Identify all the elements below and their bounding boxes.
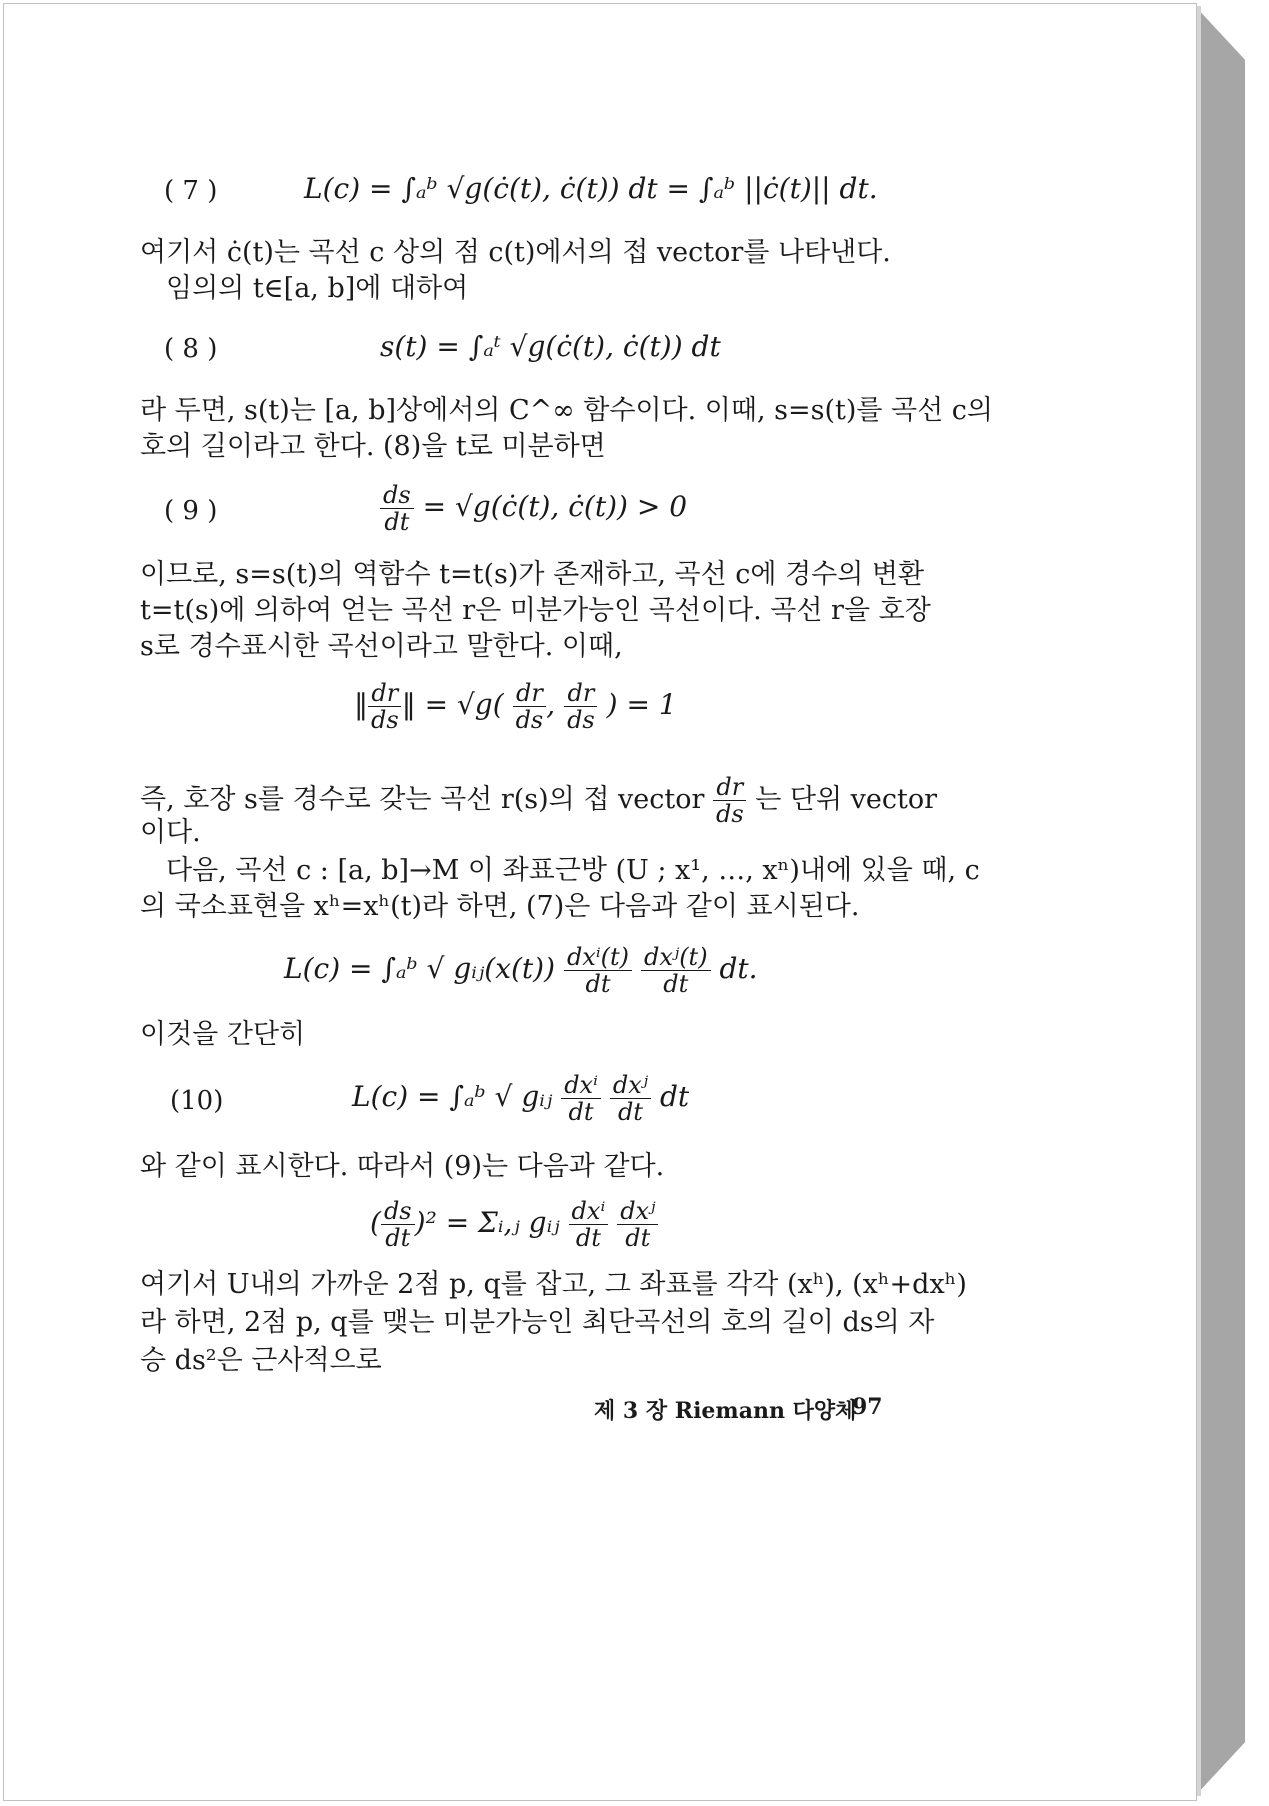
paragraph-line: 여기서 U내의 가까운 2점 p, q를 잡고, 그 좌표를 각각 (xʰ), (xʰ+dxʰ) xyxy=(140,1269,967,1300)
fraction: $\frac{dr}{ds}$ xyxy=(713,774,747,827)
fraction: $\frac{dr}{ds}$ xyxy=(564,680,598,733)
equation-metric: ( $\frac{ds}{dt}$ )² = Σᵢ,ⱼ gᵢⱼ $\frac{\text{dxⁱ}}{dt}$ $\frac{\text{dxʲ}}{dt}$ xyxy=(370,1198,658,1251)
equation-norm: ‖ $\frac{dr}{ds}$ ‖ = √g( $\frac{dr}{ds}$ , $\frac{dr}{ds}$ ) = 1 xyxy=(354,679,677,734)
fraction: $\frac{\text{dxⁱ}}{dt}$ xyxy=(561,1072,601,1125)
equation-number-7: ( 7 ) xyxy=(164,176,218,206)
fraction: $\frac{ds}{dt}$ xyxy=(380,482,414,535)
fraction: $\frac{dr}{ds}$ xyxy=(513,680,547,733)
paragraph-line: 승 ds²은 근사적으로 xyxy=(140,1345,382,1376)
paragraph-line: 여기서 ċ(t)는 곡선 c 상의 점 c(t)에서의 접 vector를 나타낸다. xyxy=(140,237,891,268)
fraction: $\frac{\text{dxʲ(t)}}{dt}$ xyxy=(641,944,711,997)
fraction: $\frac{\text{dxʲ}}{dt}$ xyxy=(610,1072,651,1125)
book-back-edge xyxy=(1195,6,1245,1796)
paragraph-line: 의 국소표현을 xʰ=xʰ(t)라 하면, (7)은 다음과 같이 표시된다. xyxy=(140,891,860,922)
fraction: $\frac{dr}{ds}$ xyxy=(368,680,402,733)
paragraph-line: 호의 길이라고 한다. (8)을 t로 미분하면 xyxy=(140,431,606,462)
paragraph-line: 라 하면, 2점 p, q를 맺는 미분가능인 최단곡선의 호의 길이 ds의 자 xyxy=(140,1307,935,1338)
paragraph-line: 다음, 곡선 c : [a, b]→M 이 좌표근방 (U ; x¹, …, xⁿ)내에 있을 때, c xyxy=(166,855,980,886)
equation-9: $\frac{ds}{dt}$ = √g(ċ(t), ċ(t)) > 0 xyxy=(380,482,687,535)
equation-8: s(t) = ∫ₐᵗ √g(ċ(t), ċ(t)) dt xyxy=(380,330,721,363)
paragraph-line: 이므로, s=s(t)의 역함수 t=t(s)가 존재하고, 곡선 c에 경수의 변환 xyxy=(140,559,925,590)
book-page xyxy=(3,3,1197,1801)
paragraph-line: s로 경수표시한 곡선이라고 말한다. 이때, xyxy=(140,631,623,662)
paragraph-line: 임의의 t∈[a, b]에 대하여 xyxy=(166,273,469,304)
paragraph-line: 이것을 간단히 xyxy=(140,1019,306,1050)
paragraph-line: 와 같이 표시한다. 따라서 (9)는 다음과 같다. xyxy=(140,1151,665,1182)
equation-coordinate-form: L(c) = ∫ₐᵇ √ gᵢⱼ(x(t)) $\frac{\text{dxⁱ(t)}}{dt}$ $\frac{\text{dxʲ(t)}}{dt}$ dt. xyxy=(284,943,758,998)
equation-10: L(c) = ∫ₐᵇ √ gᵢⱼ $\frac{\text{dxⁱ}}{dt}$ $\frac{\text{dxʲ}}{dt}$ dt xyxy=(352,1071,690,1126)
fraction: $\frac{\text{dxʲ}}{dt}$ xyxy=(617,1198,658,1251)
fraction: $\frac{ds}{dt}$ xyxy=(381,1198,415,1251)
equation-number-8: ( 8 ) xyxy=(164,334,218,364)
paragraph-line: 라 두면, s(t)는 [a, b]상에서의 C^∞ 함수이다. 이때, s=s(t)를 곡선 c의 xyxy=(140,395,993,426)
paragraph-line: 이다. xyxy=(140,817,201,848)
equation-number-9: ( 9 ) xyxy=(164,496,218,526)
equation-7: L(c) = ∫ₐᵇ √g(ċ(t), ċ(t)) dt = ∫ₐᵇ ||ċ(t)|| dt. xyxy=(304,172,878,205)
page-number: 97 xyxy=(852,1394,883,1420)
paragraph-line: 즉, 호장 s를 경수로 갖는 곡선 r(s)의 접 vector $\frac{dr}{ds}$ 는 단위 vector xyxy=(140,773,938,828)
running-footer: 제 3 장 Riemann 다양체 xyxy=(594,1398,857,1424)
equation-number-10: (10) xyxy=(170,1086,224,1116)
fraction: $\frac{\text{dxⁱ}}{dt}$ xyxy=(569,1198,609,1251)
fraction: $\frac{\text{dxⁱ(t)}}{dt}$ xyxy=(564,944,632,997)
paragraph-line: t=t(s)에 의하여 얻는 곡선 r은 미분가능인 곡선이다. 곡선 r을 호장 xyxy=(140,595,931,626)
